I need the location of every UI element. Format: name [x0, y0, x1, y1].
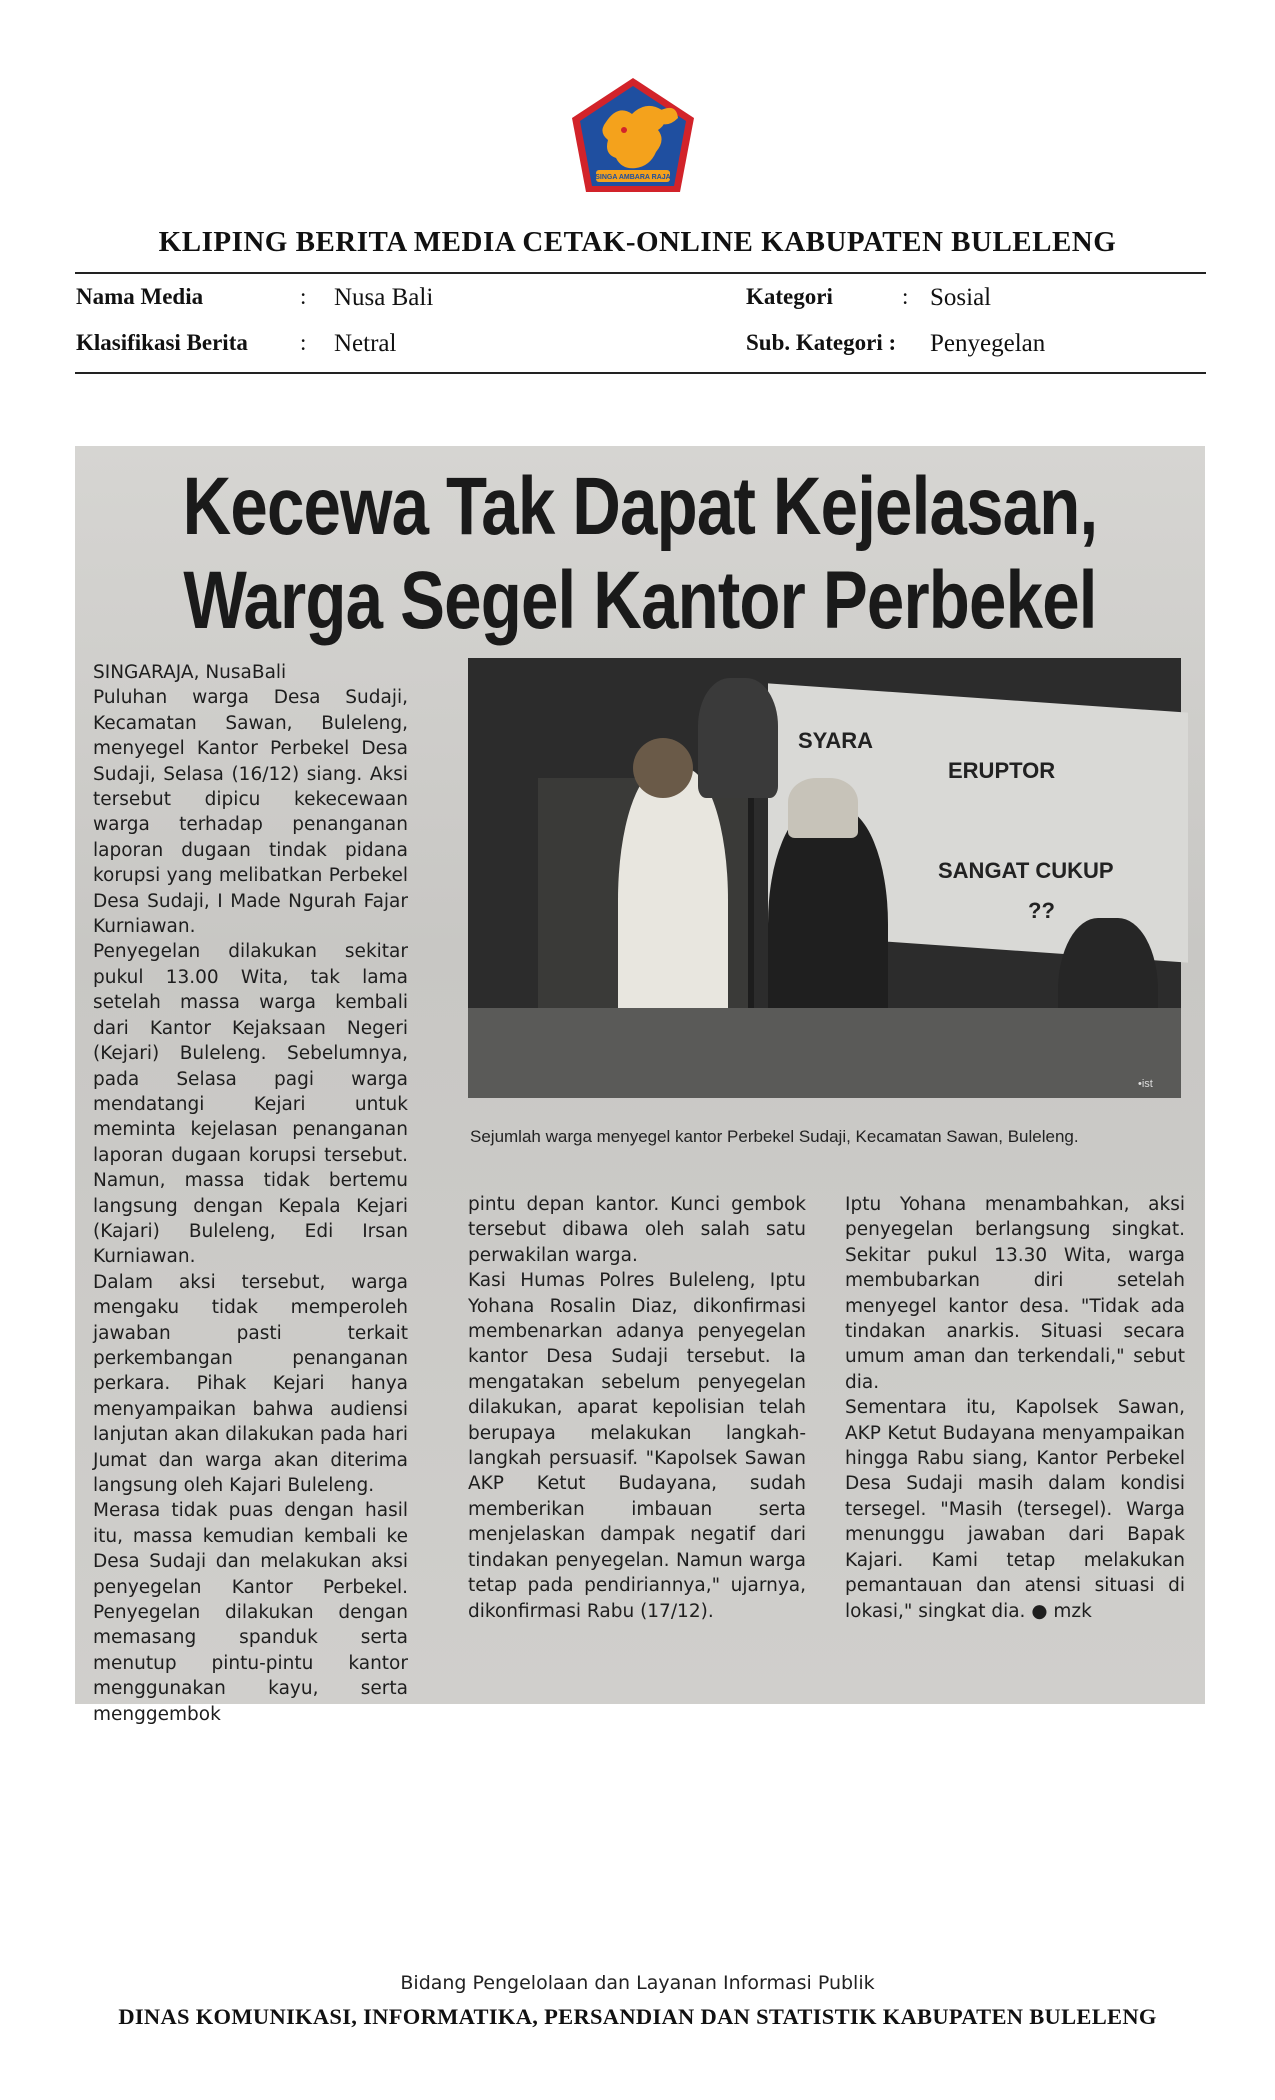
subkategori-label: Sub. Kategori : — [746, 330, 897, 355]
media-value: Nusa Bali — [334, 284, 434, 311]
photo-person-background — [698, 678, 778, 798]
article-column-2: pintu depan kantor. Kunci gembok tersebut dibawa oleh salah satu perwakilan warga. Kasi Humas Polres Buleleng, Iptu Yohana Rosalin Diaz, dikonfirmasi membenarkan adanya penyegelan kantor Desa Sudaji tersebut. Ia mengatakan sebelum penyegelan dilakukan, aparat kepolisian telah berupaya melakukan langkah-langkah persuasif. "Kapolsek Sawan AKP Ketut Budayana, sudah memberikan imbauan serta menjelaskan dampak negatif dari tindakan penyegelan. Namun warga tetap pada pendiriannya," ujarnya, dikonfirmasi Rabu (17/12). — [468, 1194, 806, 1622]
header-divider-bottom — [75, 372, 1206, 374]
footer-agency: DINAS KOMUNIKASI, INFORMATIKA, PERSANDIAN DAN STATISTIK KABUPATEN BULELENG — [118, 2004, 1157, 2029]
emblem-motto: SINGA AMBARA RAJA — [595, 174, 671, 181]
article-column-1: SINGARAJA, NusaBali Puluhan warga Desa Sudaji, Kecamatan Sawan, Buleleng, menyegel Kantor Perbekel Desa Sudaji, Selasa (16/12) siang. Aksi tersebut dipicu kekecewaan warga terhadap penanganan laporan dugaan tindak pidana korupsi yang melibatkan Perbekel Desa Sudaji, I Made Ngurah Fajar Kurniawan. Penyegelan dilakukan sekitar pukul 13.00 Wita, tak lama setelah massa warga kembali dari Kantor Kejaksaan Negeri (Kejari) Buleleng. Sebelumnya, pada Selasa pagi warga mendatangi Kejari untuk meminta kejelasan penanganan laporan dugaan korupsi tersebut. Namun, massa tidak bertemu langsung dengan Kepala Kejari (Kajari) Buleleng, Edi Irsan Kurniawan. Dalam aksi tersebut, warga mengaku tidak memperoleh jawaban pasti terkait perkembangan penanganan perkara. Pihak Kejari hanya menyampaikan bahwa audiensi lanjutan akan dilakukan pada hari Jumat dan warga akan diterima langsung oleh Kajari Buleleng. Merasa tidak puas dengan hasil itu, massa kemudian kembali ke Desa Sudaji dan melakukan aksi penyegelan Kantor Perbekel. Penyegelan dilakukan dengan memasang spanduk serta menutup pintu-pintu kantor menggunakan kayu, serta menggembok — [93, 662, 408, 1725]
footer-division: Bidang Pengelolaan dan Layanan Informasi Publik — [400, 1972, 875, 1994]
banner-text-4: ?? — [1028, 898, 1055, 923]
media-colon: : — [300, 284, 307, 309]
header-divider-top — [75, 272, 1206, 274]
photo-credit: •ist — [1138, 1078, 1153, 1090]
photo-person-udeng — [788, 778, 858, 838]
klasifikasi-value: Netral — [334, 330, 397, 357]
photo-person-head — [633, 738, 693, 798]
page-title: KLIPING BERITA MEDIA CETAK-ONLINE KABUPATEN BULELENG — [158, 226, 1117, 258]
photo-caption: Sejumlah warga menyegel kantor Perbekel Sudaji, Kecamatan Sawan, Buleleng. — [470, 1127, 1079, 1146]
klasifikasi-colon: : — [300, 330, 307, 355]
banner-text-2: ERUPTOR — [948, 758, 1056, 783]
article-photo — [468, 658, 1181, 1098]
article-headline-line1: Kecewa Tak Dapat Kejelasan, — [182, 461, 1098, 552]
banner-text-1: SYARA — [798, 728, 873, 753]
newspaper-clipping — [75, 446, 1205, 1725]
subkategori-value: Penyegelan — [930, 330, 1046, 357]
article-column-3: Iptu Yohana menambahkan, aksi penyegelan berlangsung singkat. Sekitar pukul 13.30 Wita, warga membubarkan diri setelah menyegel kantor desa. "Tidak ada tindakan anarkis. Situasi secara umum aman dan terkendali," sebut dia. Sementara itu, Kapolsek Sawan, AKP Ketut Budayana menyampaikan hingga Rabu siang, Kantor Perbekel Desa Sudaji masih dalam kondisi tersegel. "Masih (tersegel). Warga menunggu jawaban dari Bapak Kajari. Kami tetap melakukan pemantauan dan atensi situasi di lokasi," singkat dia. ● mzk — [845, 1194, 1185, 1622]
klasifikasi-label: Klasifikasi Berita — [76, 330, 248, 355]
media-label: Nama Media — [76, 284, 204, 309]
photo-ground — [468, 1008, 1181, 1098]
article-headline-line2: Warga Segel Kantor Perbekel — [183, 555, 1097, 646]
banner-text-3: SANGAT CUKUP — [938, 858, 1114, 883]
buleleng-emblem-logo — [566, 74, 700, 200]
kategori-label: Kategori — [746, 284, 833, 309]
kategori-colon: : — [902, 284, 909, 309]
kategori-value: Sosial — [930, 284, 992, 311]
